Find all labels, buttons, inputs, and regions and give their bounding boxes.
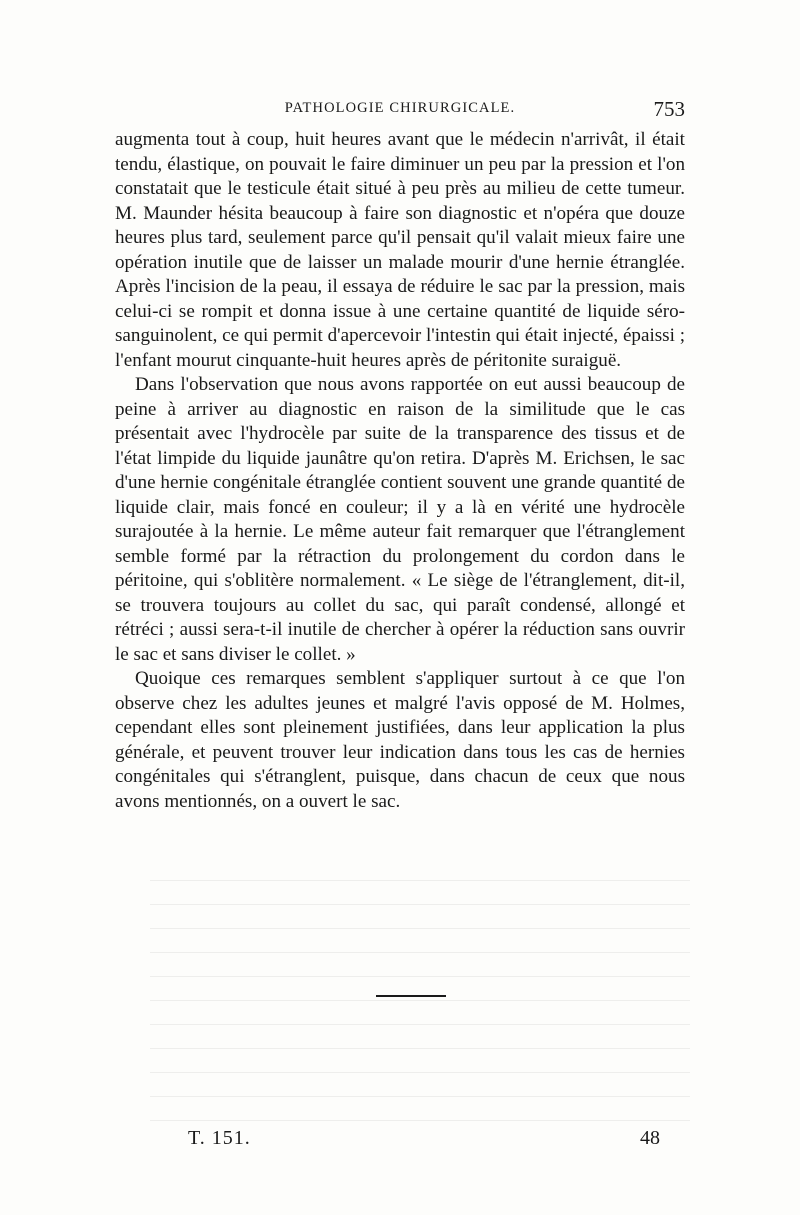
show-through-texture — [150, 880, 690, 1140]
page-number: 753 — [653, 97, 685, 121]
paragraph-conclusion: Quoique ces remarques semblent s'appliquer surtout à ce que l'on observe chez les adultes jeunes et malgré l'avis opposé de M. Holmes, cependant elles sont pleinement justifiées, dans leur application la plus générale, et peuvent trouver leur indication dans tous les cas de hernies congénitales qui s'étranglent, puisque, dans chacun de ceux que nous avons mentionnés, on a ouvert le sac. — [115, 668, 685, 812]
running-header — [115, 97, 685, 124]
paragraph-observation: Dans l'observation que nous avons rapportée on eut aussi beaucoup de peine à arriver au diagnostic en raison de la similitude que le cas présentait avec l'hydrocèle par suite de la transparence des tissus et de l'état limpide du liquide jaunâtre qu'on retira. D'après M. Erichsen, le sac d'une hernie congénitale étranglée contient souvent une grande quantité de liquide clair, mais foncé en couleur; il y a là en vérité une hydrocèle surajoutée à la hernie. Le même auteur fait remarquer que l'étranglement semble formé par la rétraction du prolongement du cordon dans le péritoine, qui s'oblitère normalement. « Le siège de l'étranglement, dit-il, se trouvera toujours au collet du sac, qui paraît condensé, allongé et rétréci ; aussi sera-t-il inutile de chercher à opérer la réduction sans ouvrir le sac et sans diviser le collet. » — [115, 374, 685, 665]
running-title: PATHOLOGIE CHIRURGICALE. — [284, 100, 516, 116]
gathering-signature: 48 — [640, 1127, 660, 1149]
paragraph-continued: augmenta tout à coup, huit heures avant que le médecin n'arrivât, il était tendu, élastique, on pouvait le faire diminuer un peu par la pression et l'on constatait que le testicule était situé à peu près au milieu de cette tumeur. M. Maunder hésita beaucoup à faire son diagnostic et n'opéra que douze heures plus tard, seulement parce qu'il pensait qu'il valait mieux faire une opération inutile que de laisser un malade mourir d'une hernie étranglée. Après l'incision de la peau, il essaya de réduire le sac par la pression, mais celui-ci se rompit et donna issue à une certaine quantité de liquide séro-sanguinolent, ce qui permit d'apercevoir l'intestin qui était injecté, épaissi ; l'enfant mourut cinquante-huit heures après de péritonite suraiguë. — [115, 129, 685, 371]
body-text — [115, 128, 685, 814]
volume-signature: T. 151. — [188, 1127, 251, 1149]
section-divider — [376, 995, 446, 997]
